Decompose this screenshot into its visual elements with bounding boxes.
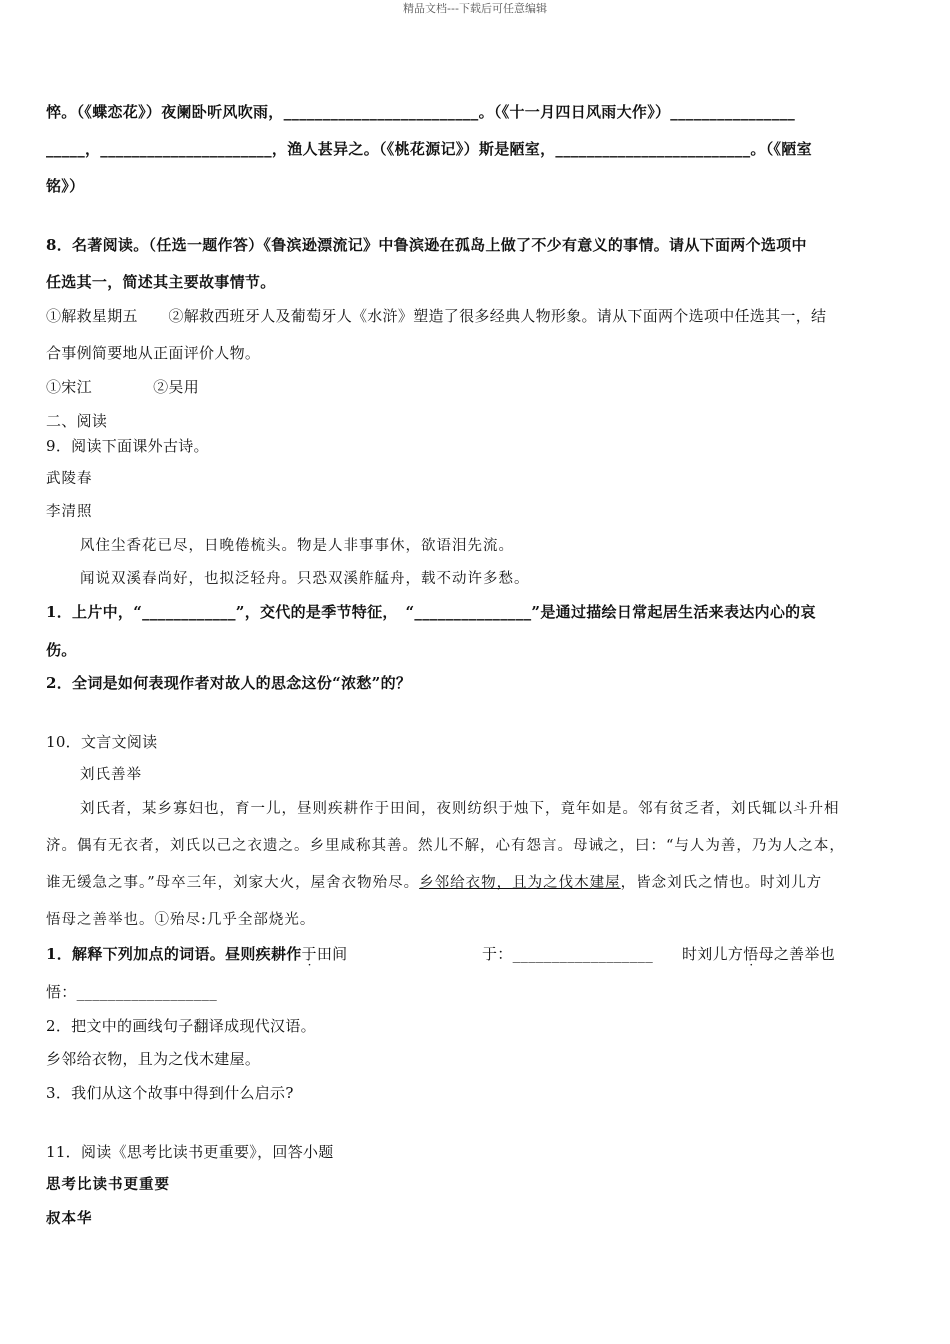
question-8-line-1: 8．名著阅读。（任选一题作答）《鲁滨逊漂流记》中鲁滨逊在孤岛上做了不少有意义的事情。请从下面两个选项中 — [46, 236, 807, 254]
question-10-heading: 10．文言文阅读 — [46, 733, 158, 751]
poem-author: 李清照 — [46, 504, 93, 520]
question-10-2: 2．把文中的画线句子翻译成现代汉语。 — [46, 1017, 316, 1035]
poem-line-1: 风住尘香花已尽，日晚倦梳头。物是人非事事休，欲语泪先流。 — [80, 538, 514, 554]
wenyan-line-2: 济。偶有无衣者，刘氏以己之衣遗之。乡里咸称其善。然儿不解，心有怨言。母诫之，曰：“与人为善，乃为人之本， — [46, 838, 845, 854]
question-8-options: ①宋江 ②吴用 — [46, 378, 200, 396]
vocab-b-start: 时刘儿方 — [682, 945, 744, 963]
question-9-1-line-1: 1．上片中，“____________”，交代的是季节特征， “_______________”是通过描绘日常起居生活来表达内心的哀 — [46, 603, 816, 621]
wenyan-title: 刘氏善举 — [80, 767, 142, 783]
fill-blank-line-2: _____，______________________，渔人甚异之。（《桃花源记》）斯是陋室，_________________________。（《陋室 — [46, 140, 812, 158]
question-10-3: 3．我们从这个故事中得到什么启示? — [46, 1084, 294, 1102]
article-author: 叔本华 — [46, 1210, 93, 1227]
underlined-sentence: 乡邻给衣物，且为之伐木建屋 — [419, 875, 621, 891]
question-11-heading: 11．阅读《思考比读书更重要》，回答小题 — [46, 1143, 334, 1161]
article-title: 思考比读书更重要 — [46, 1176, 170, 1193]
poem-title: 武陵春 — [46, 471, 93, 487]
poem-line-2: 闻说双溪春尚好，也拟泛轻舟。只恐双溪舴艋舟，载不动许多愁。 — [80, 571, 530, 587]
answer-blank-yu: 于：__________________ — [482, 945, 653, 963]
question-8-line-2: 任选其一，简述其主要故事情节。 — [46, 273, 276, 291]
dotted-word-wu: 悟 — [743, 945, 759, 963]
question-9-2: 2．全词是如何表现作者对故人的思念这份“浓愁”的？ — [46, 674, 412, 692]
fill-blank-line-3: 铭》） — [46, 177, 85, 195]
question-9-heading: 9．阅读下面课外古诗。 — [46, 437, 209, 455]
question-10-2-sentence: 乡邻给衣物，且为之伐木建屋。 — [46, 1050, 261, 1068]
wenyan-line-3 — [46, 873, 822, 893]
wenyan-line-3-start: 谁无缓急之事。”母卒三年，刘家大火，屋舍衣物殆尽。 — [46, 875, 420, 891]
question-10-1-prompt: 1．解释下列加点的词语。昼则疾耕作 — [46, 945, 302, 963]
vocab-b-end: 母之善举也 — [758, 945, 836, 963]
question-8-line-4: 合事例简要地从正面评价人物。 — [46, 344, 261, 362]
page-header: 精品文档---下载后可任意编辑 — [403, 2, 547, 15]
question-8-line-3: ①解救星期五 ②解救西班牙人及葡萄牙人《水浒》塑造了很多经典人物形象。请从下面两个选项中任选其一，结 — [46, 307, 827, 325]
fill-blank-line-1: 悴。（《蝶恋花》）夜阑卧听风吹雨，_________________________。（《十一月四日风雨大作》）________________ — [46, 103, 796, 121]
dotted-word-yu: 于 — [301, 945, 317, 963]
answer-blank-wu: 悟：__________________ — [46, 983, 217, 1001]
question-9-1-line-2: 伤。 — [46, 641, 77, 659]
question-10-1-vocab-b — [682, 944, 835, 964]
question-10-1-vocab-a — [46, 944, 347, 964]
wenyan-line-3-end: ，皆念刘氏之情也。时刘儿方 — [620, 875, 823, 891]
question-10-1-prompt-end: 田间 — [316, 945, 348, 963]
wenyan-line-1: 刘氏者，某乡寡妇也，育一儿，昼则疾耕作于田间，夜则纺织于烛下，竟年如是。邻有贫乏者，刘氏辄以斗升相 — [80, 801, 840, 817]
section-reading-heading: 二、阅读 — [46, 412, 108, 430]
wenyan-line-4: 悟母之善举也。①殆尽:几乎全部烧光。 — [46, 912, 316, 928]
